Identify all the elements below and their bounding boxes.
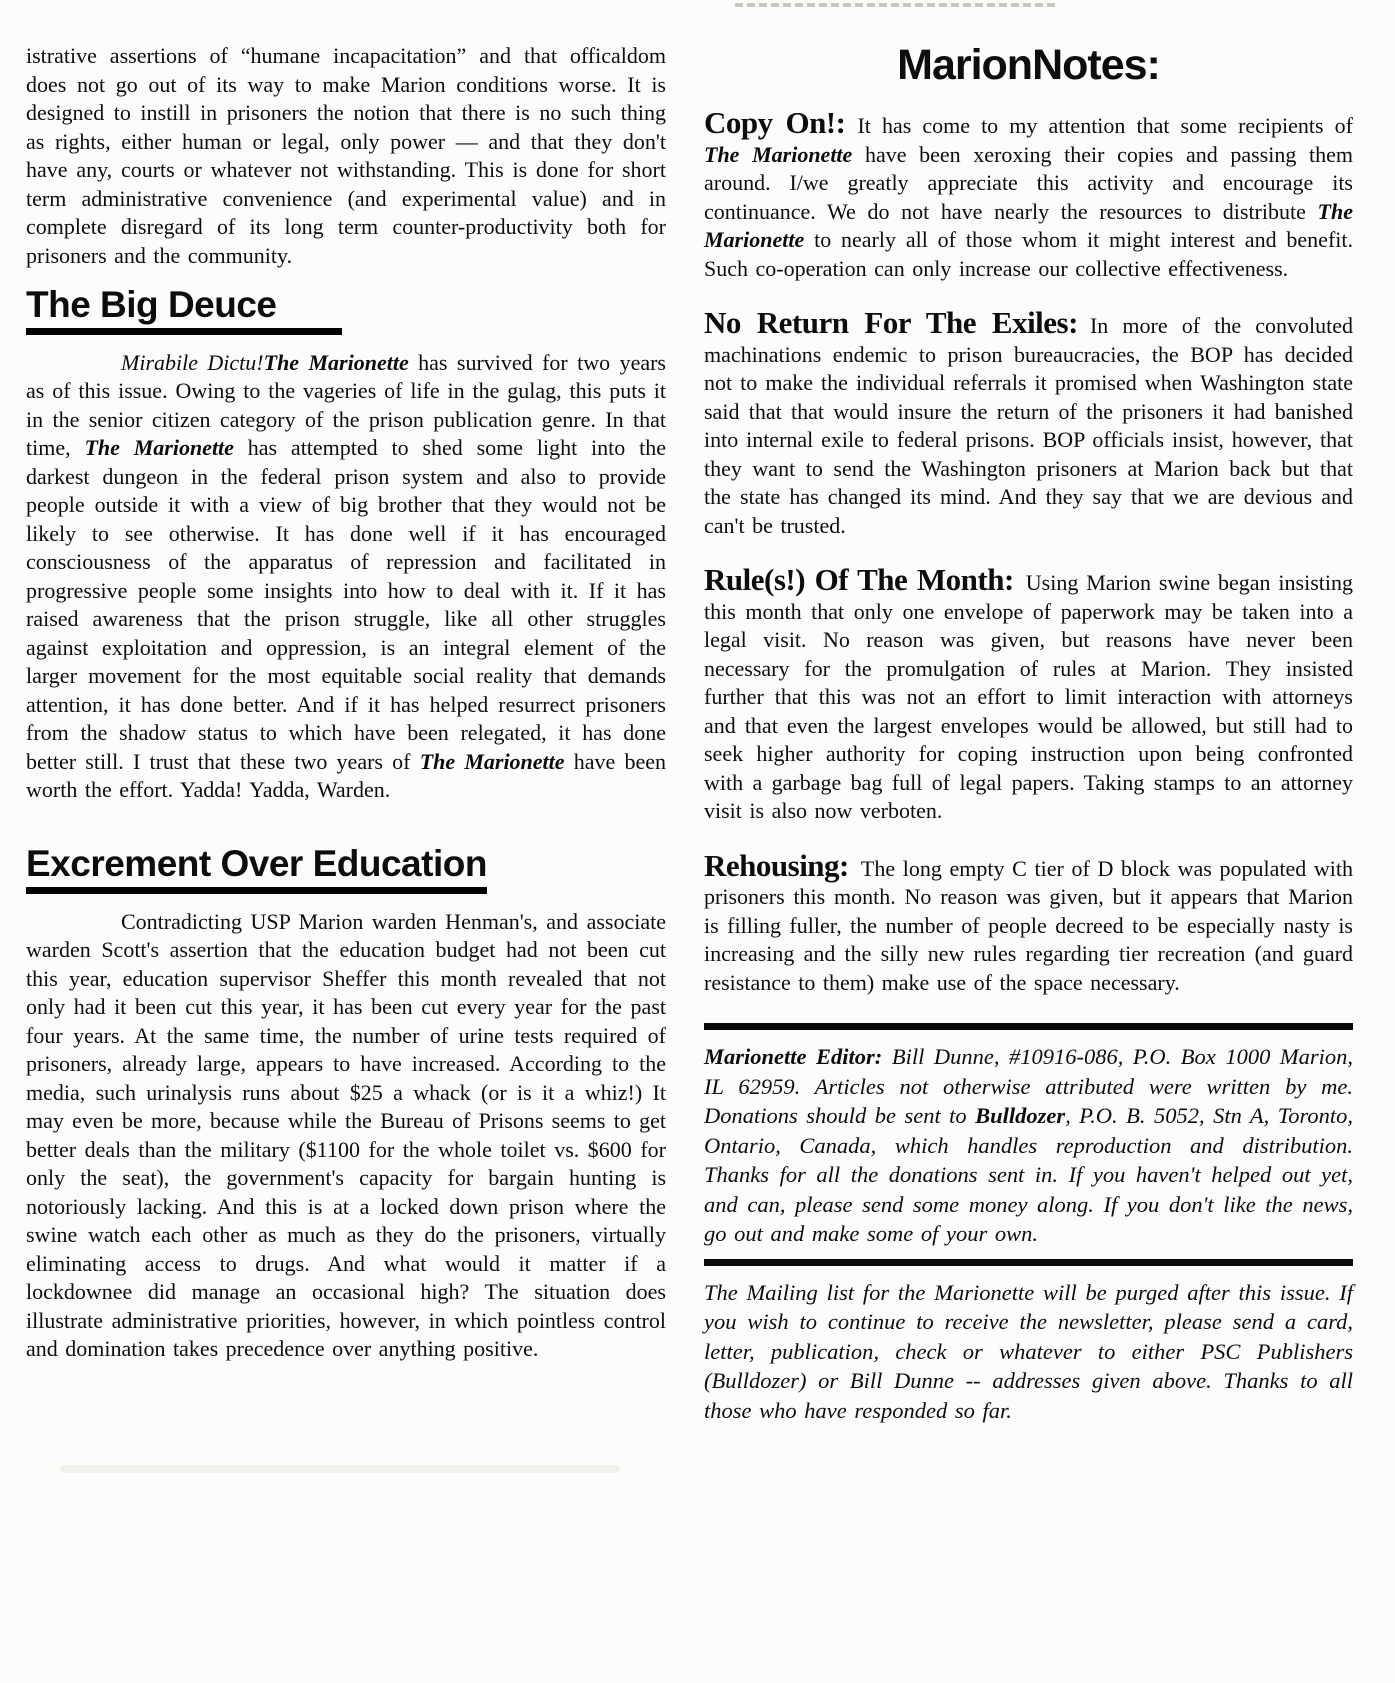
mailing-list-note: The Mailing list for the Marionette will be purged after this issue. If you wish to continue to receive the newsletter, please send a card, letter, publication, check or whatever to either PSC Publishers (Bulldozer) or Bill Dunne -- addresses given above. Thanks to all those who have responded so far.: [704, 1279, 1353, 1423]
right-column: [704, 42, 1353, 1435]
divider-rule-top: [704, 1023, 1353, 1030]
note-rules-of-month: [704, 562, 1353, 826]
left-column: [26, 42, 666, 1364]
intro-continuation-paragraph: istrative assertions of “humane incapacitation” and that officaldom does not go out of its way to make Marion conditions worse. It is designed to instill in prisoners the notion that there is no such thing as rights, either human or legal, only power — and that they don't have any, courts or whatever not withstanding. This is done for short term administrative convenience (and experimental value) and in complete disregard of its long term counter-productivity both for prisoners and the community.: [26, 43, 666, 268]
divider-rule-bottom: [704, 1259, 1353, 1266]
note-no-return-heading: No Return For The Exiles:: [704, 305, 1078, 341]
marion-notes-title: MarionNotes:: [897, 41, 1160, 89]
scan-artifact-smudge: [60, 1465, 620, 1473]
note-rehousing-body: The long empty C tier of D block was populated with prisoners this month. No reason was given, but it appears that Marion is filling fuller, the number of people decreed to be especially nasty is increasing and the silly new rules regarding tier recreation (and guard resistance to them) make use of the space necessary.: [704, 855, 1353, 995]
note-copy-on-heading: Copy On!:: [704, 105, 846, 141]
big-deuce-paragraph: Mirabile Dictu!The Marionette has survived for two years as of this issue. Owing to the vageries of life in the gulag, this puts it in the senior citizen category of the prison publication genre. In that time, The Marionette has attempted to shed some light into the darkest dungeon in the federal prison system and also to provide people outside it with a view of big brother that they would not be likely to see otherwise. It has done well if it has encouraged consciousness of the apparatus of repression and facilitated in progressive people some insights into how to deal with it. If it has raised awareness that the prison struggle, like all other struggles against exploitation and oppression, is an integral element of the larger movement for the most equitable social reality that demands attention, it has done better. And if it has helped resurrect prisoners from the shadow status to which have been relegated, it has done better still. I trust that these two years of The Marionette have been worth the effort. Yadda! Yadda, Warden.: [26, 349, 666, 803]
editor-note: Marionette Editor: Bill Dunne, #10916-086, P.O. Box 1000 Marion, IL 62959. Articles not otherwise attributed were written by me. Donations should be sent to Bulldozer, P.O. B. 5052, Stn A, Toronto, Ontario, Canada, which handles reproduction and distribution. Thanks for all the donations sent in. If you haven't helped out yet, and can, please send some money along. If you don't like the news, go out and make some of your own.: [704, 1044, 1353, 1247]
note-rules-of-month-heading: Rule(s!) Of The Month:: [704, 562, 1014, 598]
note-rehousing-heading: Rehousing:: [704, 847, 849, 883]
note-rules-of-month-body: Using Marion swine began insisting this month that only one envelope of paperwork may be taken into a legal visit. No reason was given, but reasons have never been necessary for the promulgation of rules at Marion. They insisted further that this was not an effort to limit interaction with attorneys and that even the largest envelopes would be allowed, but still had to seek higher authority for coping instruction upon being confronted with a garbage bag full of legal papers. Taking stamps to an attorney visit is also now verboten.: [704, 570, 1353, 824]
excrement-paragraph: Contradicting USP Marion warden Henman's, and associate warden Scott's assertion that the education budget had not been cut this year, education supervisor Sheffer this month revealed that not only had it been cut this year, it has been cut every year for the past four years. At the same time, the number of urine tests required of prisoners, already large, appears to have increased. According to the media, such urinalysis runs about $25 a whack (or is it a whiz!) It may even be more, because while the Bureau of Prisons seems to get better deals than the military ($1100 for the whole toilet vs. $600 for only the seat), the government's capacity for bargain hunting is notoriously lacking. And this is at a locked down prison where the swine watch each other as much as they do the prisoners, virtually eliminating access to drugs. And what would it matter if a lockdownee did manage an occasional high? The situation does illustrate administrative priorities, however, in which pointless control and domination takes precedence over anything positive.: [26, 908, 666, 1362]
note-no-return-body: In more of the convoluted machinations endemic to prison bureaucracies, the BOP has decided not to make the individual referrals it promised when Washington state said that that would insure the return of the prisoners it had banished into internal exile to federal prisons. BOP officials insist, however, that they want to send the Washington prisoners at Marion back but that the state has changed its mind. And they say that we are devious and can't be trusted.: [704, 313, 1353, 538]
note-copy-on-body: It has come to my attention that some recipients of The Marionette have been xeroxing their copies and passing them around. I/we greatly appreciate this activity and encourage its continuance. We do not have nearly the resources to distribute The Marionette to nearly all of those whom it might interest and benefit. Such co-operation can only increase our collective effectiveness.: [704, 113, 1353, 281]
scan-artifact-line: [735, 3, 1055, 7]
section-heading-excrement-over-education: Excrement Over Education: [26, 845, 487, 894]
note-copy-on: [704, 105, 1353, 283]
note-no-return: [704, 305, 1353, 540]
note-rehousing: [704, 847, 1353, 998]
section-heading-the-big-deuce: The Big Deuce: [26, 286, 342, 335]
